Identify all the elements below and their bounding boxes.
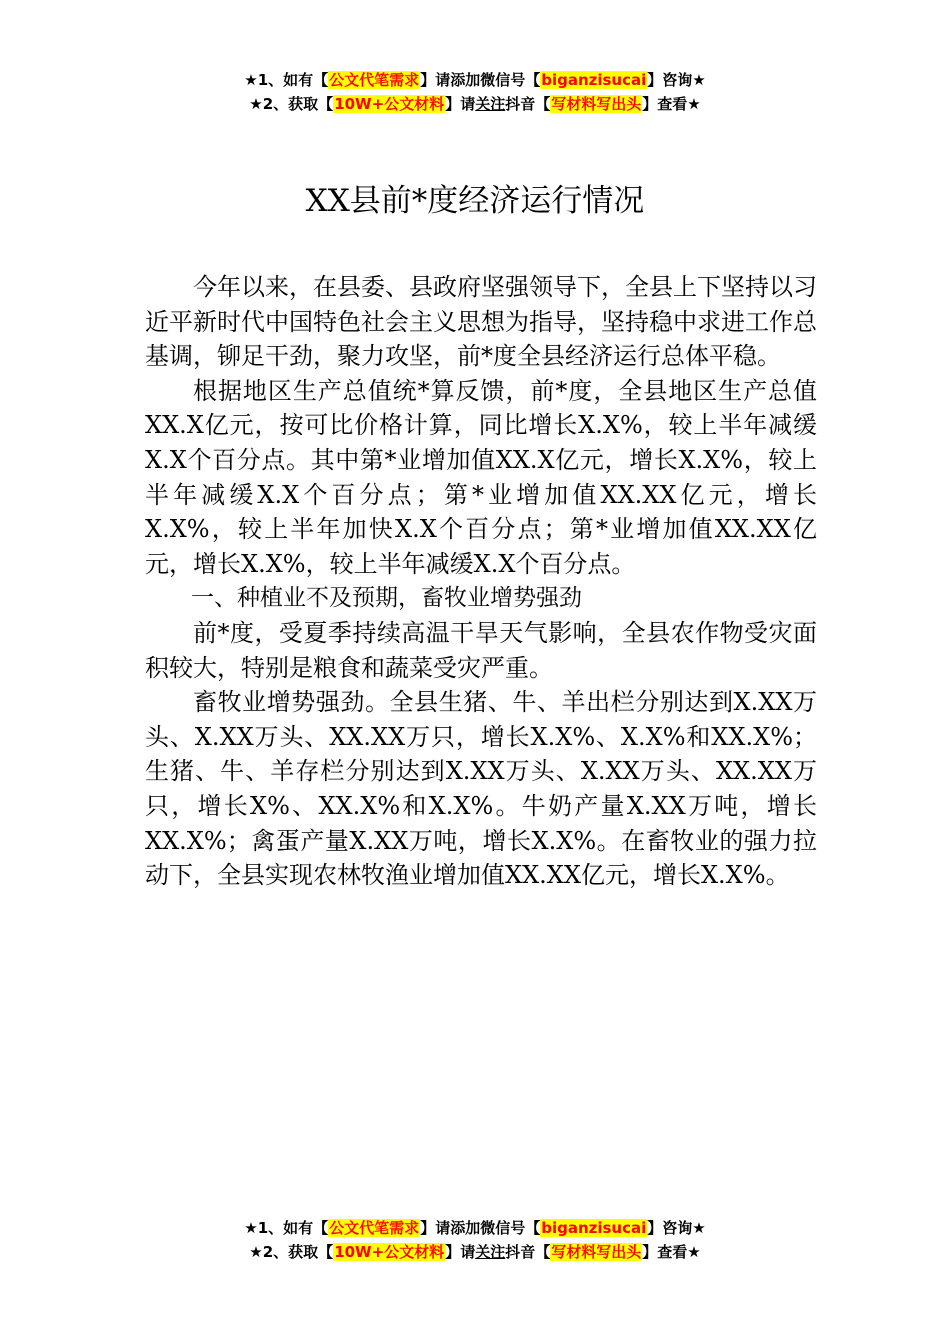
highlight-ghostwriting: 公文代笔需求 [329, 1219, 420, 1237]
footer-banner [0, 1216, 950, 1264]
header-banner [0, 68, 950, 116]
highlight-materials: 10W+公文材料 [334, 1243, 445, 1261]
highlight-ghostwriting: 公文代笔需求 [329, 71, 420, 89]
highlight-materials: 10W+公文材料 [334, 95, 445, 113]
underlined-follow: 关注 [475, 95, 506, 113]
paragraph-livestock: 畜牧业增势强劲。全县生猪、牛、羊出栏分别达到X.XX万头、X.XX万头、XX.XX万只，增长X.X%、X.X%和XX.X%；生猪、牛、羊存栏分别达到X.XX万头、X.XX万头、XX.XX万只，增长X%、XX.X%和X.X%。牛奶产量X.XX万吨，增长XX.X%；禽蛋产量X.XX万吨，增长X.X%。在畜牧业的强力拉动下，全县实现农林牧渔业增加值XX.XX亿元，增长X.X%。 [145, 688, 817, 890]
highlight-wechat-id: biganzisucai [541, 71, 647, 89]
highlight-douyin: 写材料写出头 [551, 1243, 642, 1261]
section-heading: 一、种植业不及预期，畜牧业增势强劲 [191, 585, 582, 612]
banner-line-1: ★1、如有【公文代笔需求】请添加微信号【biganzisucai】咨询★ [244, 71, 706, 89]
underlined-follow: 关注 [475, 1243, 506, 1261]
paragraph-gdp: 根据地区生产总值统*算反馈，前*度，全县地区生产总值XX.X亿元，按可比价格计算，同比增长X.X%，较上半年减缓X.X个百分点。其中第*业增加值XX.X亿元，增长X.X%，较上半年减缓X.X个百分点；第*业增加值XX.XX亿元，增长X.X%，较上半年加快X.X个百分点；第*业增加值XX.XX亿元，增长X.X%，较上半年减缓X.X个百分点。 [145, 376, 817, 578]
banner-line-1: ★1、如有【公文代笔需求】请添加微信号【biganzisucai】咨询★ [244, 1219, 706, 1237]
paragraph-crops: 前*度，受夏季持续高温干旱天气影响，全县农作物受灾面积较大，特别是粮食和蔬菜受灾严重。 [145, 618, 817, 682]
document-title: XX县前*度经济运行情况 [305, 183, 645, 219]
banner-line-2: ★2、获取【10W+公文材料】请关注抖音【写材料写出头】查看★ [249, 95, 701, 113]
banner-line-2: ★2、获取【10W+公文材料】请关注抖音【写材料写出头】查看★ [249, 1243, 701, 1261]
highlight-wechat-id: biganzisucai [541, 1219, 647, 1237]
highlight-douyin: 写材料写出头 [551, 95, 642, 113]
document-body [145, 270, 817, 893]
paragraph-intro: 今年以来，在县委、县政府坚强领导下，全县上下坚持以习近平新时代中国特色社会主义思想为指导，坚持稳中求进工作总基调，铆足干劲，聚力攻坚，前*度全县经济运行总体平稳。 [145, 273, 817, 371]
